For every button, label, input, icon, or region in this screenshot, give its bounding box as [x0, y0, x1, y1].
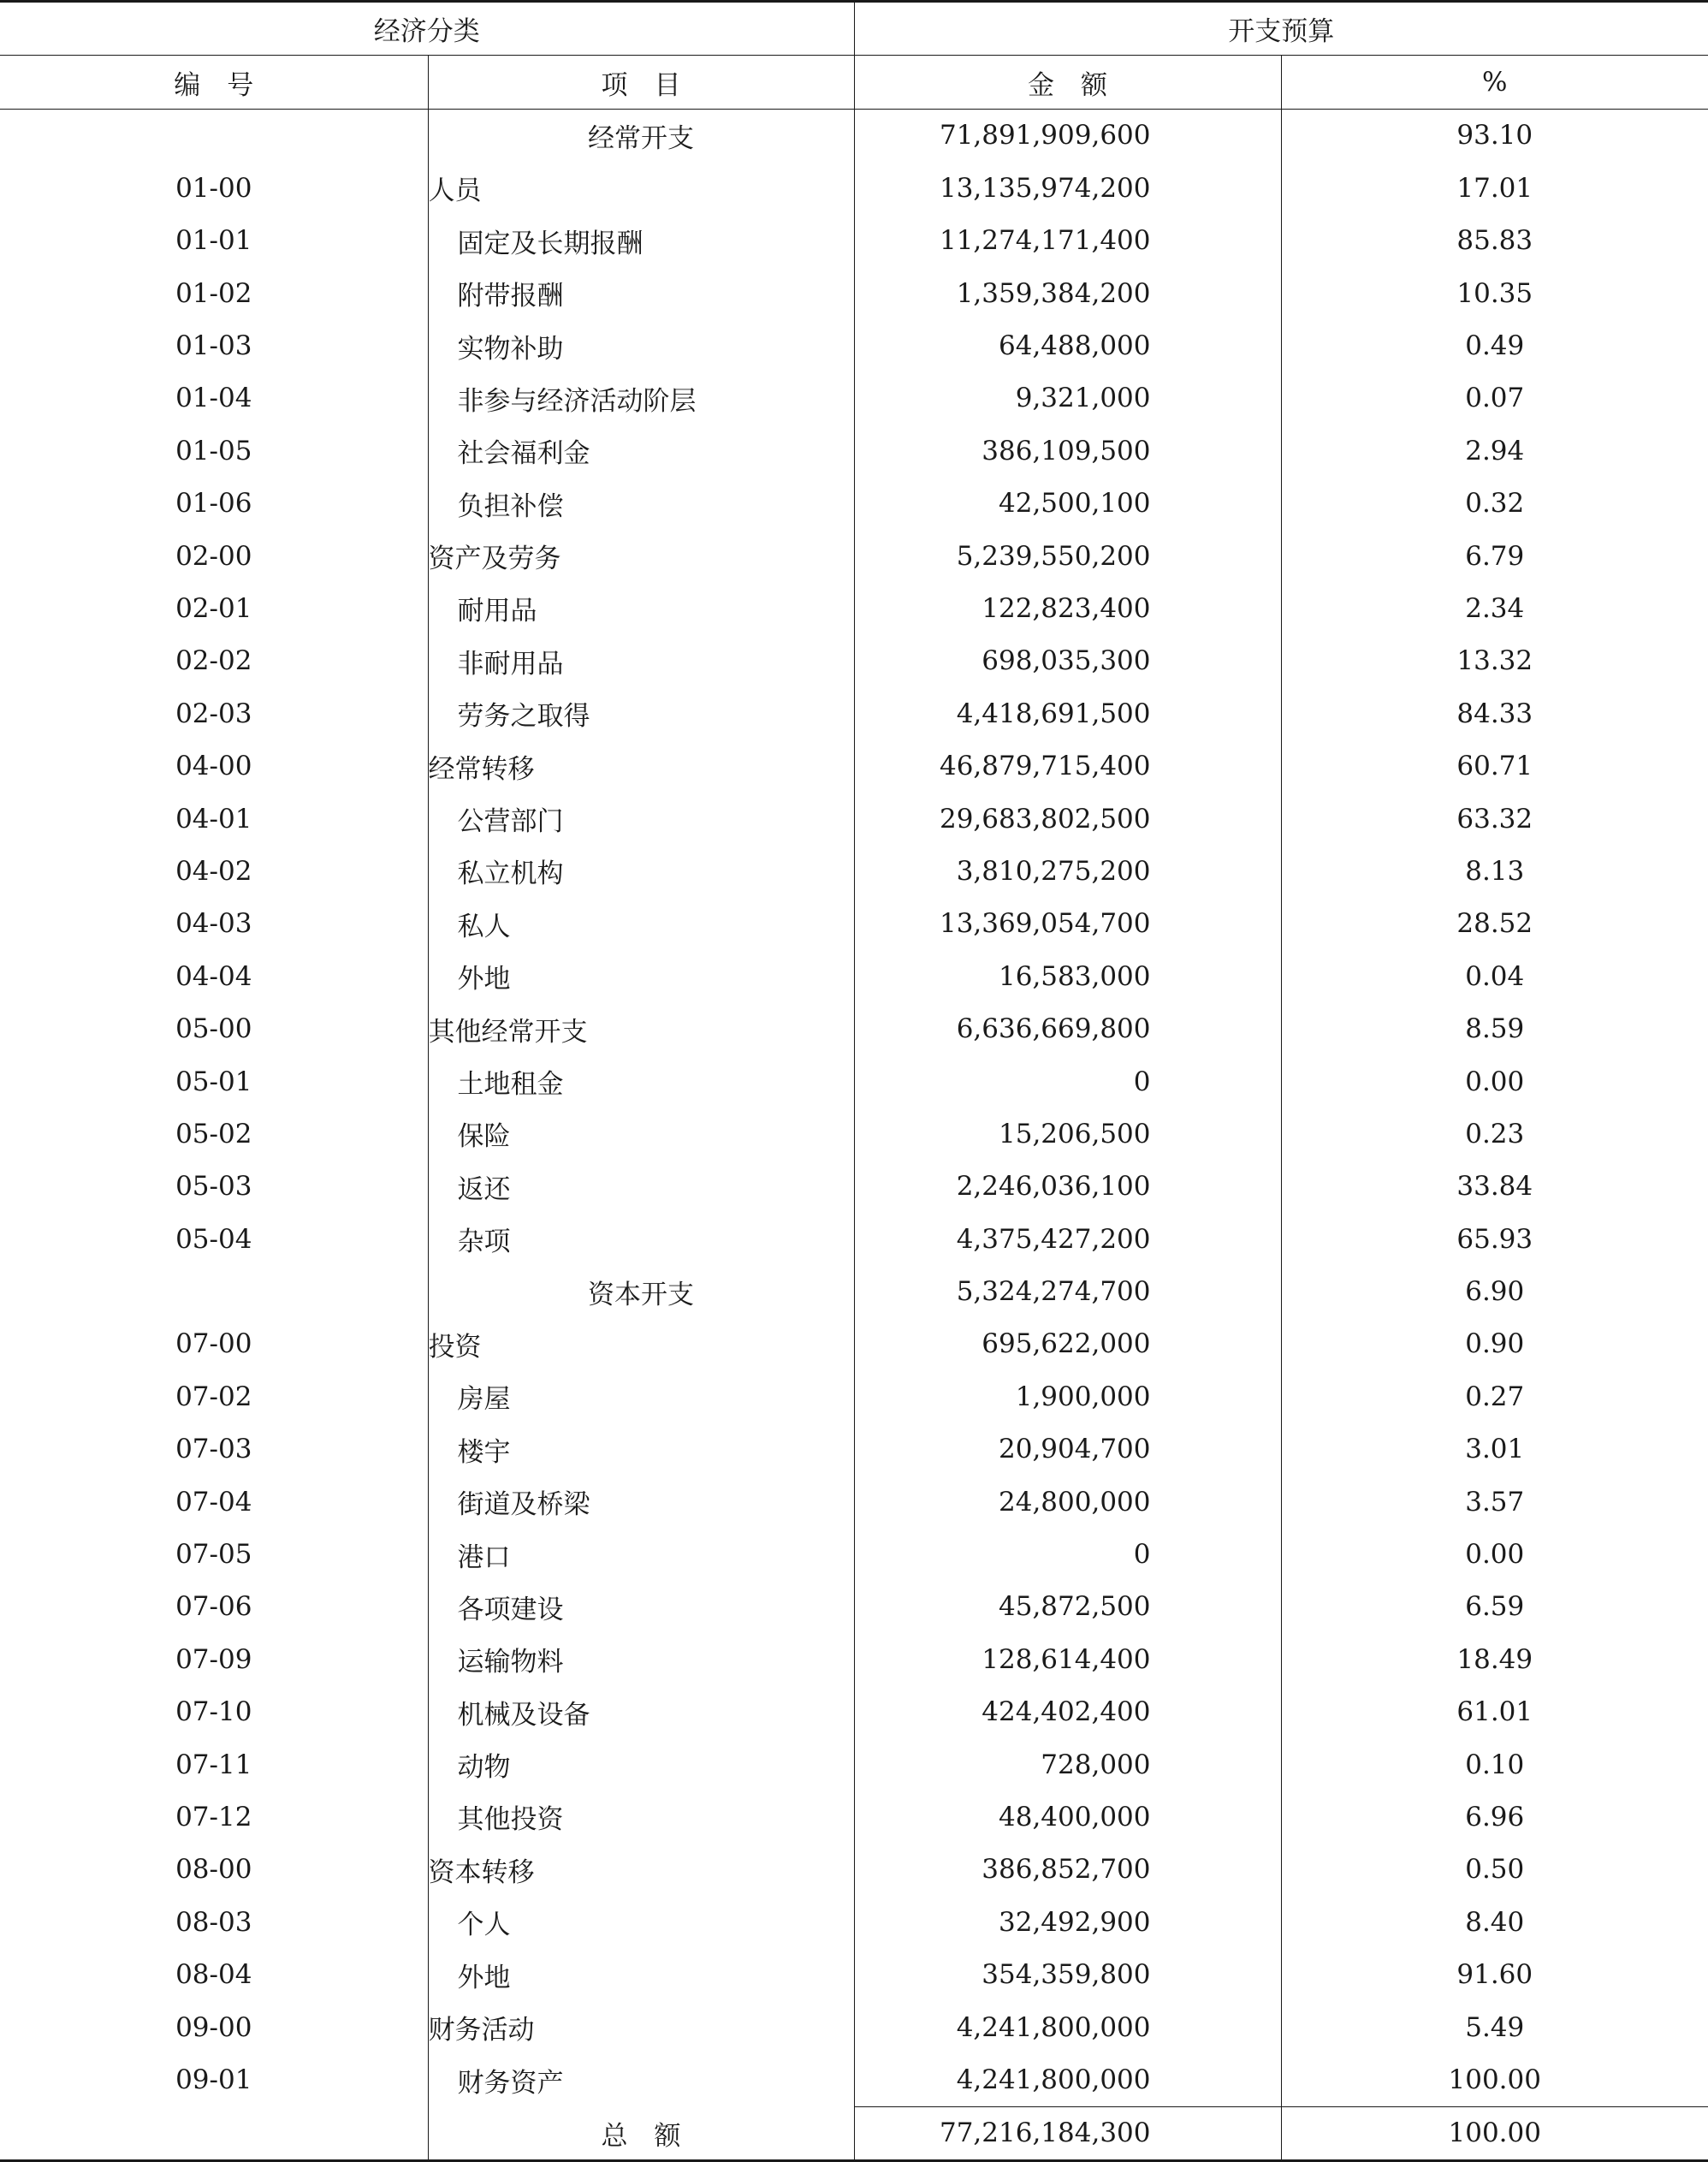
table-row — [0, 1265, 1708, 1317]
code-cell: 01-06 — [0, 478, 428, 530]
item-cell — [428, 582, 854, 634]
percent-cell: 6.79 — [1465, 540, 1525, 572]
amount-cell: 728,000 — [854, 1738, 1281, 1791]
percent-cell: 91.60 — [1456, 1959, 1533, 1991]
percent-cell: 0.04 — [1465, 960, 1525, 992]
amount-cell: 16,583,000 — [854, 950, 1281, 1002]
header-economic-classification: 经济分类 — [0, 2, 854, 56]
code-cell: 01-04 — [0, 372, 428, 425]
code-cell: 04-04 — [0, 950, 428, 1002]
amount-cell: 2,246,036,100 — [854, 1161, 1281, 1213]
table-row — [0, 162, 1708, 214]
code-cell: 02-00 — [0, 530, 428, 582]
item-cell — [428, 1108, 854, 1160]
table-row — [0, 1896, 1708, 1948]
item-label: 动物 — [457, 1752, 511, 1784]
amount-cell: 6,636,669,800 — [854, 1002, 1281, 1054]
item-label: 人员 — [428, 175, 482, 207]
table-row — [0, 1581, 1708, 1633]
header-column-row — [0, 56, 1708, 109]
item-cell — [428, 1686, 854, 1738]
table-row — [0, 1948, 1708, 2000]
percent-cell: 17.01 — [1456, 172, 1533, 204]
amount-cell: 0 — [854, 1055, 1281, 1108]
code-cell: 07-00 — [0, 1318, 428, 1370]
item-cell — [428, 1896, 854, 1948]
table-row — [0, 425, 1708, 477]
table-row — [0, 1844, 1708, 1896]
item-label: 港口 — [457, 1541, 511, 1573]
table-row — [0, 1633, 1708, 1685]
percent-cell: 93.10 — [1456, 120, 1533, 151]
item-cell — [428, 635, 854, 687]
total-amount-cell: 77,216,184,300 — [854, 2106, 1281, 2160]
amount-cell: 4,375,427,200 — [854, 1213, 1281, 1265]
percent-cell: 6.96 — [1465, 1801, 1525, 1832]
table-row — [0, 1213, 1708, 1265]
table-row — [0, 739, 1708, 792]
item-label: 外地 — [457, 964, 511, 995]
table-row — [0, 1686, 1708, 1738]
item-label: 附带报酬 — [457, 281, 564, 312]
percent-cell: 84.33 — [1456, 698, 1533, 729]
item-cell — [428, 1161, 854, 1213]
item-cell — [428, 739, 854, 792]
item-label: 经常开支 — [588, 122, 694, 154]
amount-cell: 5,324,274,700 — [854, 1265, 1281, 1317]
table-row — [0, 1476, 1708, 1528]
item-cell — [428, 845, 854, 897]
code-cell: 04-01 — [0, 793, 428, 845]
item-label: 保险 — [457, 1121, 511, 1153]
amount-cell: 386,109,500 — [854, 425, 1281, 477]
percent-cell: 2.34 — [1465, 592, 1525, 624]
item-label: 杂项 — [457, 1227, 511, 1258]
item-cell — [428, 109, 854, 162]
item-cell — [428, 1318, 854, 1370]
item-cell — [428, 530, 854, 582]
table-row — [0, 1370, 1708, 1423]
item-label: 资产及劳务 — [428, 543, 561, 575]
code-cell: 07-12 — [0, 1791, 428, 1843]
item-label: 运输物料 — [457, 1647, 564, 1678]
item-label: 街道及桥梁 — [457, 1489, 590, 1521]
code-cell: 05-01 — [0, 1055, 428, 1108]
item-cell — [428, 687, 854, 739]
table-row — [0, 950, 1708, 1002]
percent-cell: 2.94 — [1465, 435, 1525, 466]
percent-cell: 0.49 — [1465, 330, 1525, 362]
table-row — [0, 582, 1708, 634]
item-label: 机械及设备 — [457, 1699, 590, 1731]
header-amount: 金 额 — [854, 56, 1281, 109]
header-item: 项 目 — [428, 56, 854, 109]
code-cell: 05-04 — [0, 1213, 428, 1265]
percent-cell: 8.40 — [1465, 1906, 1525, 1938]
code-cell: 08-00 — [0, 1844, 428, 1896]
code-cell: 07-06 — [0, 1581, 428, 1633]
table-row — [0, 845, 1708, 897]
total-label: 总 额 — [601, 2120, 681, 2152]
item-cell — [428, 1370, 854, 1423]
amount-cell: 4,418,691,500 — [854, 687, 1281, 739]
item-cell — [428, 1791, 854, 1843]
amount-cell: 71,891,909,600 — [854, 109, 1281, 162]
amount-cell: 11,274,171,400 — [854, 215, 1281, 267]
percent-cell: 8.59 — [1465, 1013, 1525, 1045]
code-cell: 07-10 — [0, 1686, 428, 1738]
header-group-row — [0, 2, 1708, 56]
percent-cell: 6.90 — [1465, 1276, 1525, 1308]
item-label: 实物补助 — [457, 333, 564, 365]
table-row — [0, 267, 1708, 319]
item-label: 劳务之取得 — [457, 701, 590, 733]
code-cell: 07-03 — [0, 1423, 428, 1476]
table-row — [0, 1161, 1708, 1213]
percent-cell: 18.49 — [1456, 1643, 1533, 1675]
percent-cell: 0.32 — [1465, 488, 1525, 520]
table-row — [0, 1528, 1708, 1580]
code-cell: 04-00 — [0, 739, 428, 792]
code-cell: 02-02 — [0, 635, 428, 687]
percent-cell: 6.59 — [1465, 1591, 1525, 1623]
amount-cell: 128,614,400 — [854, 1633, 1281, 1685]
code-cell: 01-00 — [0, 162, 428, 214]
total-percent-cell: 100.00 — [1281, 2106, 1708, 2160]
amount-cell: 5,239,550,200 — [854, 530, 1281, 582]
percent-cell: 3.01 — [1465, 1434, 1525, 1465]
table-row — [0, 898, 1708, 950]
amount-cell: 24,800,000 — [854, 1476, 1281, 1528]
item-label: 外地 — [457, 1962, 511, 1993]
code-cell: 07-04 — [0, 1476, 428, 1528]
code-cell — [0, 1265, 428, 1317]
item-label: 公营部门 — [457, 806, 564, 838]
code-cell: 02-03 — [0, 687, 428, 739]
item-cell — [428, 1738, 854, 1791]
item-label: 返还 — [457, 1173, 511, 1205]
total-row — [0, 2106, 1708, 2160]
item-label: 资本转移 — [428, 1856, 535, 1888]
item-label: 非参与经济活动阶层 — [457, 385, 697, 417]
code-cell: 08-04 — [0, 1948, 428, 2000]
amount-cell: 695,622,000 — [854, 1318, 1281, 1370]
percent-cell: 85.83 — [1456, 225, 1533, 257]
code-cell: 05-03 — [0, 1161, 428, 1213]
item-label: 投资 — [428, 1331, 482, 1363]
item-cell — [428, 1844, 854, 1896]
amount-cell: 424,402,400 — [854, 1686, 1281, 1738]
amount-cell: 46,879,715,400 — [854, 739, 1281, 792]
amount-cell: 698,035,300 — [854, 635, 1281, 687]
table-body — [0, 109, 1708, 2160]
item-label: 其他投资 — [457, 1804, 564, 1836]
item-label: 私人 — [457, 911, 511, 942]
item-label: 楼宇 — [457, 1436, 511, 1468]
table-row — [0, 2053, 1708, 2106]
item-cell — [428, 162, 854, 214]
amount-cell: 42,500,100 — [854, 478, 1281, 530]
item-label: 其他经常开支 — [428, 1016, 588, 1048]
item-cell — [428, 950, 854, 1002]
amount-cell: 4,241,800,000 — [854, 2053, 1281, 2106]
percent-cell: 0.00 — [1465, 1539, 1525, 1571]
table-row — [0, 2001, 1708, 2053]
code-cell: 09-00 — [0, 2001, 428, 2053]
item-cell — [428, 1581, 854, 1633]
code-cell: 01-03 — [0, 319, 428, 371]
item-cell — [428, 898, 854, 950]
code-cell: 09-01 — [0, 2053, 428, 2106]
percent-cell: 61.01 — [1456, 1696, 1533, 1728]
percent-cell: 0.23 — [1465, 1118, 1525, 1149]
table-row — [0, 530, 1708, 582]
percent-cell: 0.50 — [1465, 1854, 1525, 1886]
code-cell: 07-09 — [0, 1633, 428, 1685]
amount-cell: 0 — [854, 1528, 1281, 1580]
item-label: 私立机构 — [457, 858, 564, 890]
item-cell — [428, 1055, 854, 1108]
item-label: 耐用品 — [457, 596, 537, 627]
table-row — [0, 1108, 1708, 1160]
item-cell — [428, 2001, 854, 2053]
percent-cell: 0.10 — [1465, 1749, 1525, 1780]
table-row — [0, 1055, 1708, 1108]
item-cell — [428, 2053, 854, 2106]
percent-cell: 60.71 — [1456, 751, 1533, 782]
item-label: 资本开支 — [588, 1279, 694, 1310]
item-cell — [428, 425, 854, 477]
item-cell — [428, 372, 854, 425]
amount-cell: 9,321,000 — [854, 372, 1281, 425]
item-label: 房屋 — [457, 1384, 511, 1416]
percent-cell: 13.32 — [1456, 645, 1533, 677]
amount-cell: 4,241,800,000 — [854, 2001, 1281, 2053]
item-label: 负担补偿 — [457, 490, 564, 522]
amount-cell: 13,135,974,200 — [854, 162, 1281, 214]
item-cell — [428, 1476, 854, 1528]
amount-cell: 1,900,000 — [854, 1370, 1281, 1423]
header-percent: % — [1281, 56, 1708, 109]
item-label: 各项建设 — [457, 1594, 564, 1625]
table-row — [0, 1791, 1708, 1843]
amount-cell: 48,400,000 — [854, 1791, 1281, 1843]
table-row — [0, 215, 1708, 267]
code-cell: 08-03 — [0, 1896, 428, 1948]
percent-cell: 0.27 — [1465, 1381, 1525, 1412]
item-label: 社会福利金 — [457, 438, 590, 470]
code-cell: 01-05 — [0, 425, 428, 477]
table-row — [0, 793, 1708, 845]
table-row — [0, 1423, 1708, 1476]
table-row — [0, 635, 1708, 687]
item-cell — [428, 1423, 854, 1476]
table-row — [0, 687, 1708, 739]
amount-cell: 20,904,700 — [854, 1423, 1281, 1476]
amount-cell: 45,872,500 — [854, 1581, 1281, 1633]
item-cell — [428, 793, 854, 845]
item-label: 财务资产 — [457, 2067, 564, 2099]
code-cell: 07-02 — [0, 1370, 428, 1423]
percent-cell: 0.00 — [1465, 1066, 1525, 1097]
code-cell — [0, 109, 428, 162]
code-cell: 05-00 — [0, 1002, 428, 1054]
item-cell — [428, 1528, 854, 1580]
table-row — [0, 1318, 1708, 1370]
percent-cell: 10.35 — [1456, 277, 1533, 309]
table-row — [0, 478, 1708, 530]
table-row — [0, 1738, 1708, 1791]
item-cell — [428, 319, 854, 371]
item-cell — [428, 478, 854, 530]
amount-cell: 64,488,000 — [854, 319, 1281, 371]
total-code-cell — [0, 2106, 428, 2160]
percent-cell: 63.32 — [1456, 803, 1533, 835]
item-cell — [428, 1002, 854, 1054]
percent-cell: 8.13 — [1465, 855, 1525, 887]
percent-cell: 28.52 — [1456, 908, 1533, 940]
code-cell: 02-01 — [0, 582, 428, 634]
percent-cell: 5.49 — [1465, 2011, 1525, 2043]
code-cell: 04-02 — [0, 845, 428, 897]
item-label: 经常转移 — [428, 753, 535, 785]
item-label: 固定及长期报酬 — [457, 228, 643, 259]
item-cell — [428, 1633, 854, 1685]
amount-cell: 13,369,054,700 — [854, 898, 1281, 950]
table-row — [0, 109, 1708, 162]
item-cell — [428, 215, 854, 267]
amount-cell: 32,492,900 — [854, 1896, 1281, 1948]
percent-cell: 0.90 — [1465, 1328, 1525, 1360]
amount-cell: 1,359,384,200 — [854, 267, 1281, 319]
table-row — [0, 372, 1708, 425]
code-cell: 05-02 — [0, 1108, 428, 1160]
header-expenditure-budget: 开支预算 — [854, 2, 1708, 56]
percent-cell: 100.00 — [1448, 2064, 1541, 2095]
code-cell: 01-02 — [0, 267, 428, 319]
table-row — [0, 319, 1708, 371]
amount-cell: 386,852,700 — [854, 1844, 1281, 1896]
code-cell: 07-05 — [0, 1528, 428, 1580]
item-cell — [428, 1213, 854, 1265]
item-label: 非耐用品 — [457, 648, 564, 680]
percent-cell: 3.57 — [1465, 1486, 1525, 1518]
code-cell: 07-11 — [0, 1738, 428, 1791]
amount-cell: 122,823,400 — [854, 582, 1281, 634]
item-label: 财务活动 — [428, 2015, 535, 2046]
amount-cell: 15,206,500 — [854, 1108, 1281, 1160]
amount-cell: 354,359,800 — [854, 1948, 1281, 2000]
percent-cell: 0.07 — [1465, 383, 1525, 414]
item-cell — [428, 1948, 854, 2000]
amount-cell: 29,683,802,500 — [854, 793, 1281, 845]
item-cell — [428, 1265, 854, 1317]
item-cell — [428, 267, 854, 319]
item-label: 土地租金 — [457, 1069, 564, 1100]
table-row — [0, 1002, 1708, 1054]
code-cell: 01-01 — [0, 215, 428, 267]
header-code: 编 号 — [0, 56, 428, 109]
percent-cell: 65.93 — [1456, 1223, 1533, 1255]
code-cell: 04-03 — [0, 898, 428, 950]
amount-cell: 3,810,275,200 — [854, 845, 1281, 897]
percent-cell: 33.84 — [1456, 1171, 1533, 1203]
item-label: 个人 — [457, 1910, 511, 1941]
total-item-cell — [428, 2106, 854, 2160]
